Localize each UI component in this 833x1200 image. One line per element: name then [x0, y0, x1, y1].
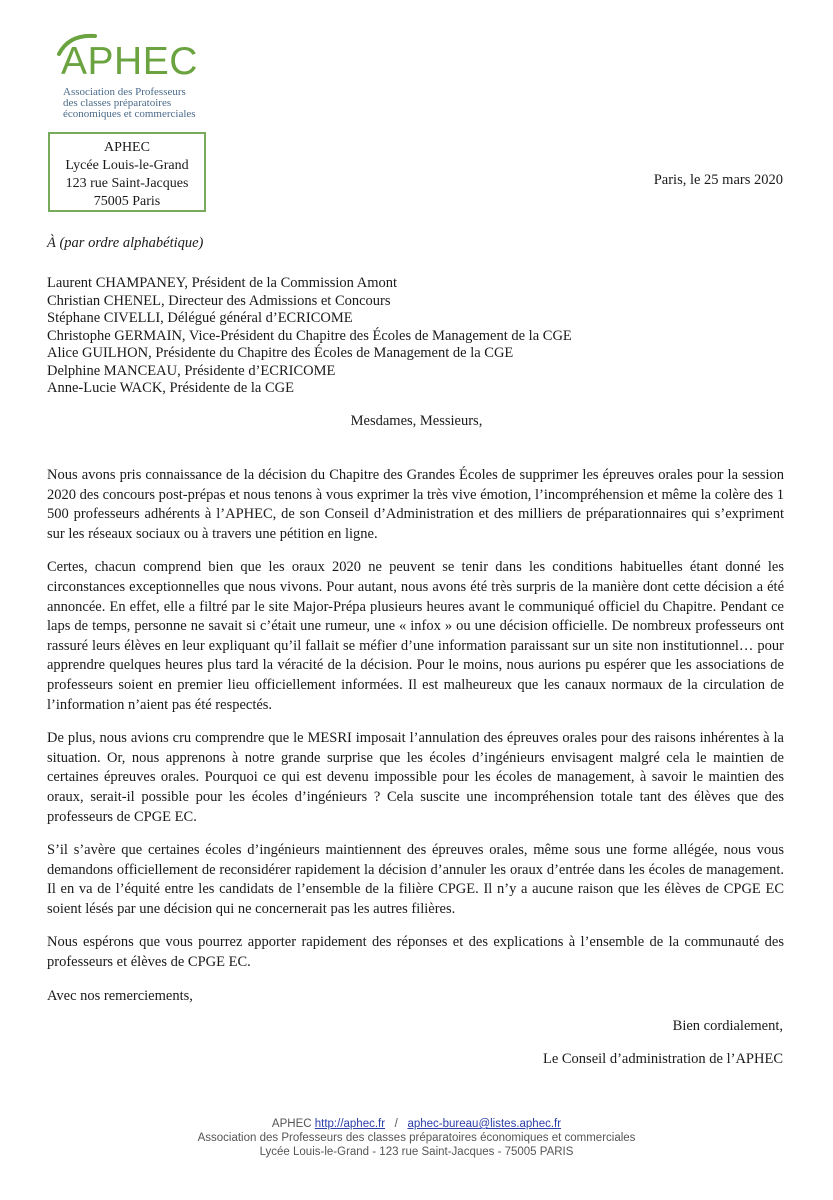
recipient: Christian CHENEL, Directeur des Admissions et Concours — [47, 292, 391, 309]
letter-footer — [0, 1117, 833, 1159]
body-paragraph: De plus, nous avions cru comprendre que le MESRI imposait l’annulation des épreuves orales pour des raisons inhérentes à la situation. Or, nous apprenons à notre grande surprise que les écoles d’ingénieurs envisagent malgré cela le maintien de certaines épreuves orales. Pourquoi ce qui est devenu impossible pour les écoles de management, à savoir le maintien des oraux, serait-il possible pour les écoles d’ingénieurs ? Cela suscite une incompréhension totale tant des élèves que des professeurs de CPGE EC. — [47, 730, 784, 825]
body-paragraph: Certes, chacun comprend bien que les oraux 2020 ne peuvent se tenir dans les conditions habituelles étant donné les circonstances exceptionnelles que nous vivons. Pour autant, nous avons été très surpris de la manière dont cette décision a été annoncée. En effet, elle a filtré par le site Major-Prépa plusieurs heures avant le communiqué officiel du Chapitre. Pendant ce laps de temps, personne ne savait si c’était une rumeur, une « infox » ou une décision officielle. De nombreux professeurs ont rassuré leurs élèves en leur expliquant qu’il fallait se méfier d’une information paraissant sur un site non institutionnel… pour apprendre quelques heures plus tard la véracité de la décision. Pour le moins, nous aurions pu espérer que les associations de professeurs soient en premier lieu officiellement informées. Il est malheureux que les canaux normaux de la circulation de l’information n’aient pas été respectés. — [47, 559, 784, 713]
logo-name: APHEC — [61, 40, 198, 83]
greeting: Mesdames, Messieurs, — [350, 413, 483, 429]
signature: Le Conseil d’administration de l’APHEC — [542, 1051, 783, 1067]
recipient: Christophe GERMAIN, Vice-Président du Chapitre des Écoles de Management de la CGE — [47, 327, 572, 344]
to-label: À (par ordre alphabétique) — [47, 235, 204, 251]
address-line: APHEC — [104, 140, 150, 155]
letter-date: Paris, le 25 mars 2020 — [653, 172, 783, 188]
sender-address-box — [48, 132, 206, 212]
address-line: 75005 Paris — [93, 194, 161, 209]
logo-subtitle — [63, 87, 213, 120]
footer-separator: / — [394, 1118, 398, 1130]
thanks-line: Avec nos remerciements, — [47, 988, 193, 1004]
footer-address-line: Lycée Louis-le-Grand - 123 rue Saint-Jacques - 75005 PARIS — [259, 1146, 574, 1158]
recipient-list — [47, 275, 572, 398]
body-paragraph: Nous avons pris connaissance de la décision du Chapitre des Grandes Écoles de supprimer les épreuves orales pour la session 2020 des concours post-prépas et nous tenons à vous exprimer la très vive émotion, l’incompréhension et même la colère des 1 500 professeurs adhérents à l’APHEC, de son Conseil d’Administration et des milliers de préparationnaires qui s’expriment sur les réseaux sociaux ou à travers une pétition en ligne. — [47, 467, 784, 542]
recipient: Anne-Lucie WACK, Présidente de la CGE — [47, 380, 294, 396]
recipient: Alice GUILHON, Présidente du Chapitre des Écoles de Management de la CGE — [47, 345, 514, 361]
closing-line: Bien cordialement, — [672, 1018, 783, 1034]
address-line: 123 rue Saint-Jacques — [65, 176, 189, 191]
address-line: Lycée Louis-le-Grand — [65, 158, 189, 173]
body-paragraph: Nous espérons que vous pourrez apporter rapidement des réponses et des explications à l’ensemble de la communauté des professeurs et élèves de CPGE EC. — [47, 934, 784, 971]
footer-association-line: Association des Professeurs des classes préparatoires économiques et commerciales — [197, 1132, 636, 1144]
footer-org: APHEC — [271, 1118, 312, 1130]
recipient: Laurent CHAMPANEY, Président de la Commission Amont — [47, 275, 398, 291]
recipient: Delphine MANCEAU, Présidente d’ECRICOME — [47, 362, 336, 379]
logo-subtitle-line: Association des Professeurs — [63, 86, 186, 98]
logo-subtitle-line: économiques et commerciales — [63, 108, 196, 120]
logo-subtitle-line: des classes préparatoires — [63, 97, 172, 109]
body-paragraph: S’il s’avère que certaines écoles d’ingénieurs maintiennent des épreuves orales, même sous une forme allégée, nous vous demandons officiellement de reconsidérer rapidement la décision d’annuler les oraux d’entrée dans les écoles de management. Il en va de l’équité entre les candidats de l’ensemble de la filière CPGE. Il n’y a aucune raison que les élèves de CPGE EC soient lésés par une décision qui ne concernerait pas les autres filières. — [47, 842, 784, 917]
letter-body — [47, 466, 784, 987]
email-link[interactable]: aphec-bureau@listes.aphec.fr — [407, 1118, 562, 1130]
recipient: Stéphane CIVELLI, Délégué général d’ECRICOME — [47, 310, 353, 326]
website-link[interactable]: http://aphec.fr — [314, 1118, 386, 1130]
footer-contact-line — [0, 1117, 833, 1131]
